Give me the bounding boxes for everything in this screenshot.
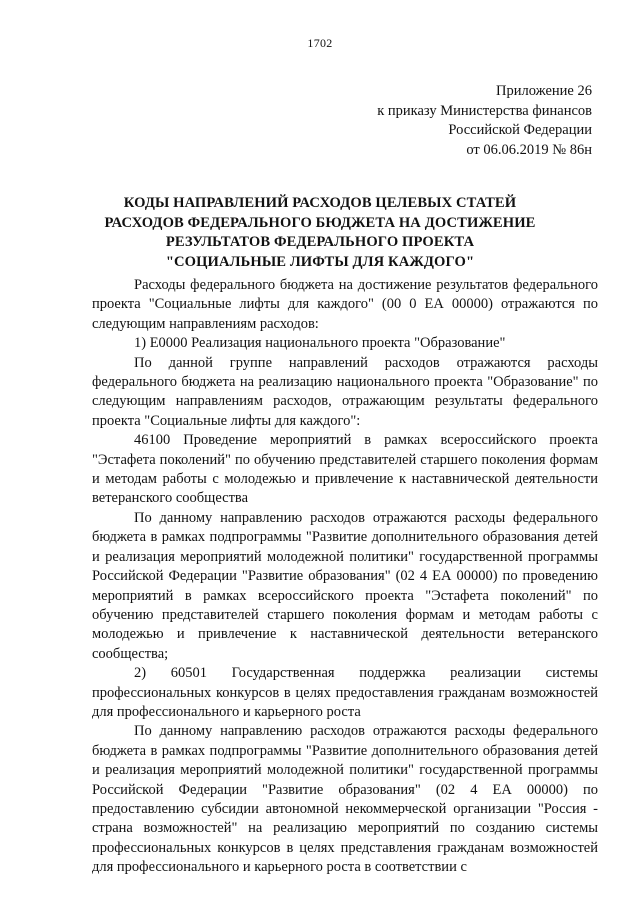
appendix-line: к приказу Министерства финансов (377, 102, 592, 119)
paragraph: Расходы федерального бюджета на достижение результатов федерального проекта "Социальные лифты для каждого" (00 0 ЕА 00000) отражаются по следующим направлениям расходов: (92, 277, 598, 332)
title-line: РАСХОДОВ ФЕДЕРАЛЬНОГО БЮДЖЕТА НА ДОСТИЖЕНИЕ (104, 214, 536, 231)
document-title (0, 194, 640, 272)
document-body (92, 276, 598, 878)
appendix-line: от 06.06.2019 № 86н (466, 141, 592, 158)
paragraph: По данному направлению расходов отражаются расходы федерального бюджета в рамках подпрограммы "Развитие дополнительного образования детей и реализация мероприятий молодежной политики" государственной программы Российской Федерации "Развитие образования" (02 4 ЕА 00000) по предоставлению субсидии автономной некоммерческой организации "Россия - страна возможностей" на реализацию мероприятий по созданию системы профессиональных конкурсов в целях представления гражданам возможностей для профессионального и карьерного роста в соответствии с (92, 723, 598, 876)
paragraph: 1) Е0000 Реализация национального проекта "Образование" (134, 335, 506, 352)
appendix-block (377, 82, 592, 160)
title-line: РЕЗУЛЬТАТОВ ФЕДЕРАЛЬНОГО ПРОЕКТА (165, 234, 475, 250)
paragraph: 46100 Проведение мероприятий в рамках всероссийского проекта "Эстафета поколений" по обучению представителей старшего поколения формам и методам работы с молодежью и привлечение к наставнической деятельности ветеранского сообщества (92, 432, 598, 507)
paragraph: По данной группе направлений расходов отражаются расходы федерального бюджета на реализацию национального проекта "Образование" по следующим направлениям расходов, отражающим результаты федерального проекта "Социальные лифты для каждого": (92, 354, 598, 429)
title-line: КОДЫ НАПРАВЛЕНИЙ РАСХОДОВ ЦЕЛЕВЫХ СТАТЕЙ (123, 195, 517, 211)
page-number: 1702 (307, 36, 333, 50)
appendix-line: Приложение 26 (496, 83, 592, 99)
appendix-line: Российской Федерации (448, 122, 592, 138)
paragraph: 2) 60501 Государственная поддержка реализации системы профессиональных конкурсов в целях предоставления гражданам возможностей для профессионального и карьерного роста (92, 665, 598, 720)
title-line: "СОЦИАЛЬНЫЕ ЛИФТЫ ДЛЯ КАЖДОГО" (165, 253, 475, 270)
paragraph: По данному направлению расходов отражаются расходы федерального бюджета в рамках подпрограммы "Развитие дополнительного образования детей и реализация мероприятий молодежной политики" государственной программы Российской Федерации "Развитие образования" (02 4 ЕА 00000) по проведению мероприятий в рамках всероссийского проекта "Эстафета поколений" по обучению представителей старшего поколения формам и методам работы с молодежью и привлечение к наставнической деятельности ветеранского сообщества; (92, 509, 598, 662)
